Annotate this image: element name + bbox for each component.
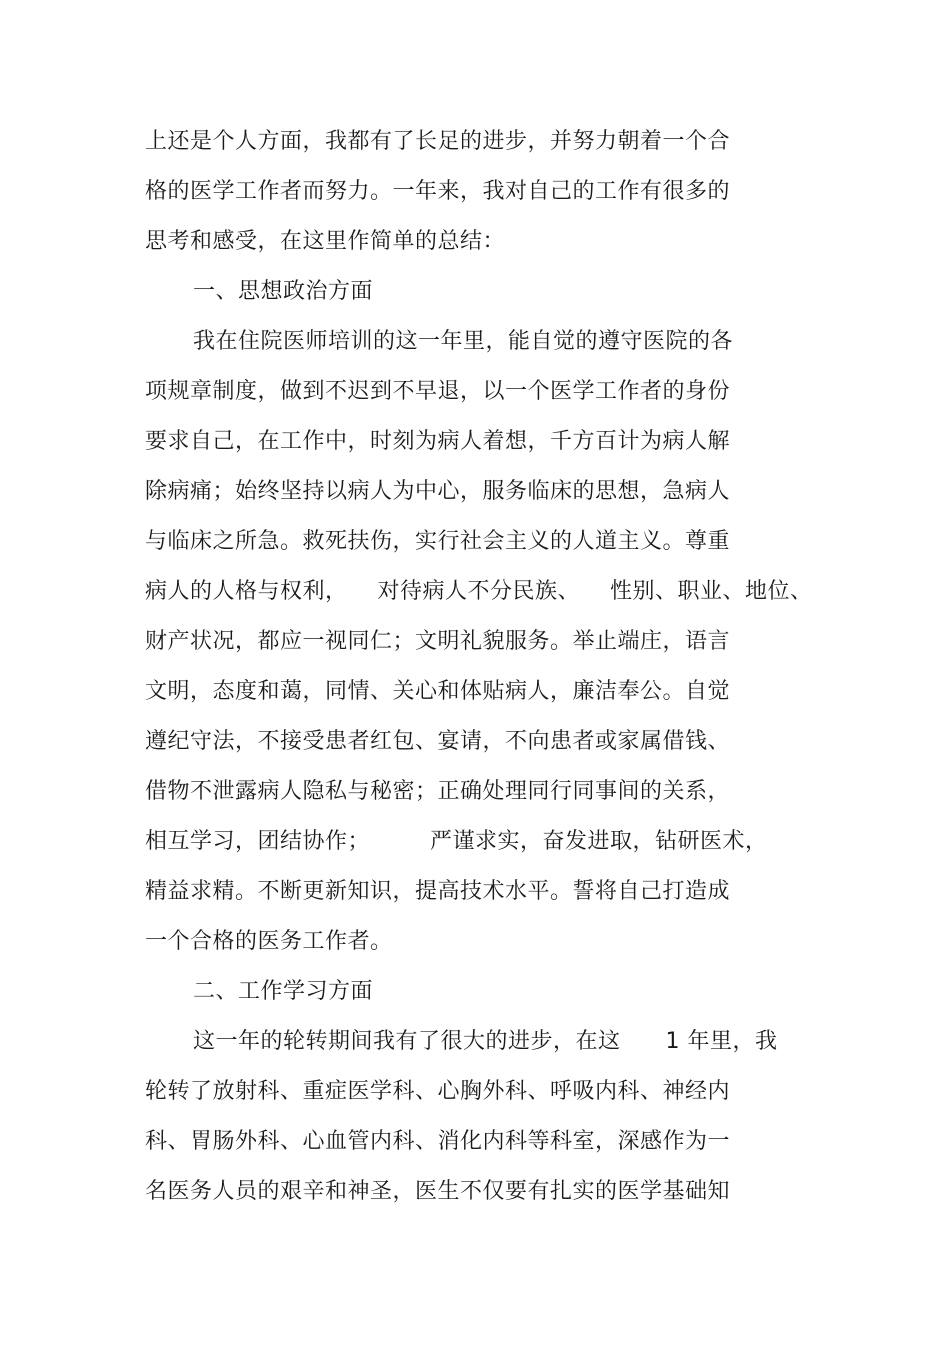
text-line: 文明，态度和蔼，同情、关心和体贴病人，廉洁奉公。自觉 xyxy=(145,679,731,704)
text-line: 轮转了放射科、重症医学科、心胸外科、呼吸内科、神经内 xyxy=(145,1079,731,1104)
text-line: 借物不泄露病人隐私与秘密；正确处理同行同事间的关系， xyxy=(145,779,731,804)
text-line: 相互学习，团结协作； 严谨求实，奋发进取，钻研医术， xyxy=(145,829,768,854)
paragraph-start: 我在住院医师培训的这一年里，能自觉的遵守医院的各 xyxy=(193,329,734,354)
text-line: 遵纪守法，不接受患者红包、宴请，不向患者或家属借钱、 xyxy=(145,729,731,754)
text-line: 项规章制度，做到不迟到不早退，以一个医学工作者的身份 xyxy=(145,379,731,404)
text-line: 名医务人员的艰辛和神圣，医生不仅要有扎实的医学基础知 xyxy=(145,1179,731,1204)
body-text xyxy=(145,120,845,1220)
text-line: 要求自己，在工作中，时刻为病人着想，千方百计为病人解 xyxy=(145,429,731,454)
text-line: 思考和感受，在这里作简单的总结： xyxy=(145,229,506,254)
text-line: 病人的人格与权利， 对待病人不分民族、 性别、职业、地位、 xyxy=(145,579,813,604)
text-line: 科、胃肠外科、心血管内科、消化内科等科室，深感作为一 xyxy=(145,1129,731,1154)
text-line: 与临床之所急。救死扶伤，实行社会主义的人道主义。尊重 xyxy=(145,529,731,554)
text-line: 除病痛；始终坚持以病人为中心，服务临床的思想，急病人 xyxy=(145,479,731,504)
section-heading-politics: 一、思想政治方面 xyxy=(193,279,374,304)
paragraph-start: 这一年的轮转期间我有了很大的进步，在这 1 年里，我 xyxy=(193,1029,778,1054)
text-line: 精益求精。不断更新知识，提高技术水平。誓将自己打造成 xyxy=(145,879,731,904)
text-line: 上还是个人方面，我都有了长足的进步，并努力朝着一个合 xyxy=(145,129,731,154)
text-line: 格的医学工作者而努力。一年来，我对自己的工作有很多的 xyxy=(145,179,731,204)
section-heading-work-study: 二、工作学习方面 xyxy=(193,979,374,1004)
text-line: 一个合格的医务工作者。 xyxy=(145,929,393,954)
text-line: 财产状况，都应一视同仁；文明礼貌服务。举止端庄，语言 xyxy=(145,629,731,654)
